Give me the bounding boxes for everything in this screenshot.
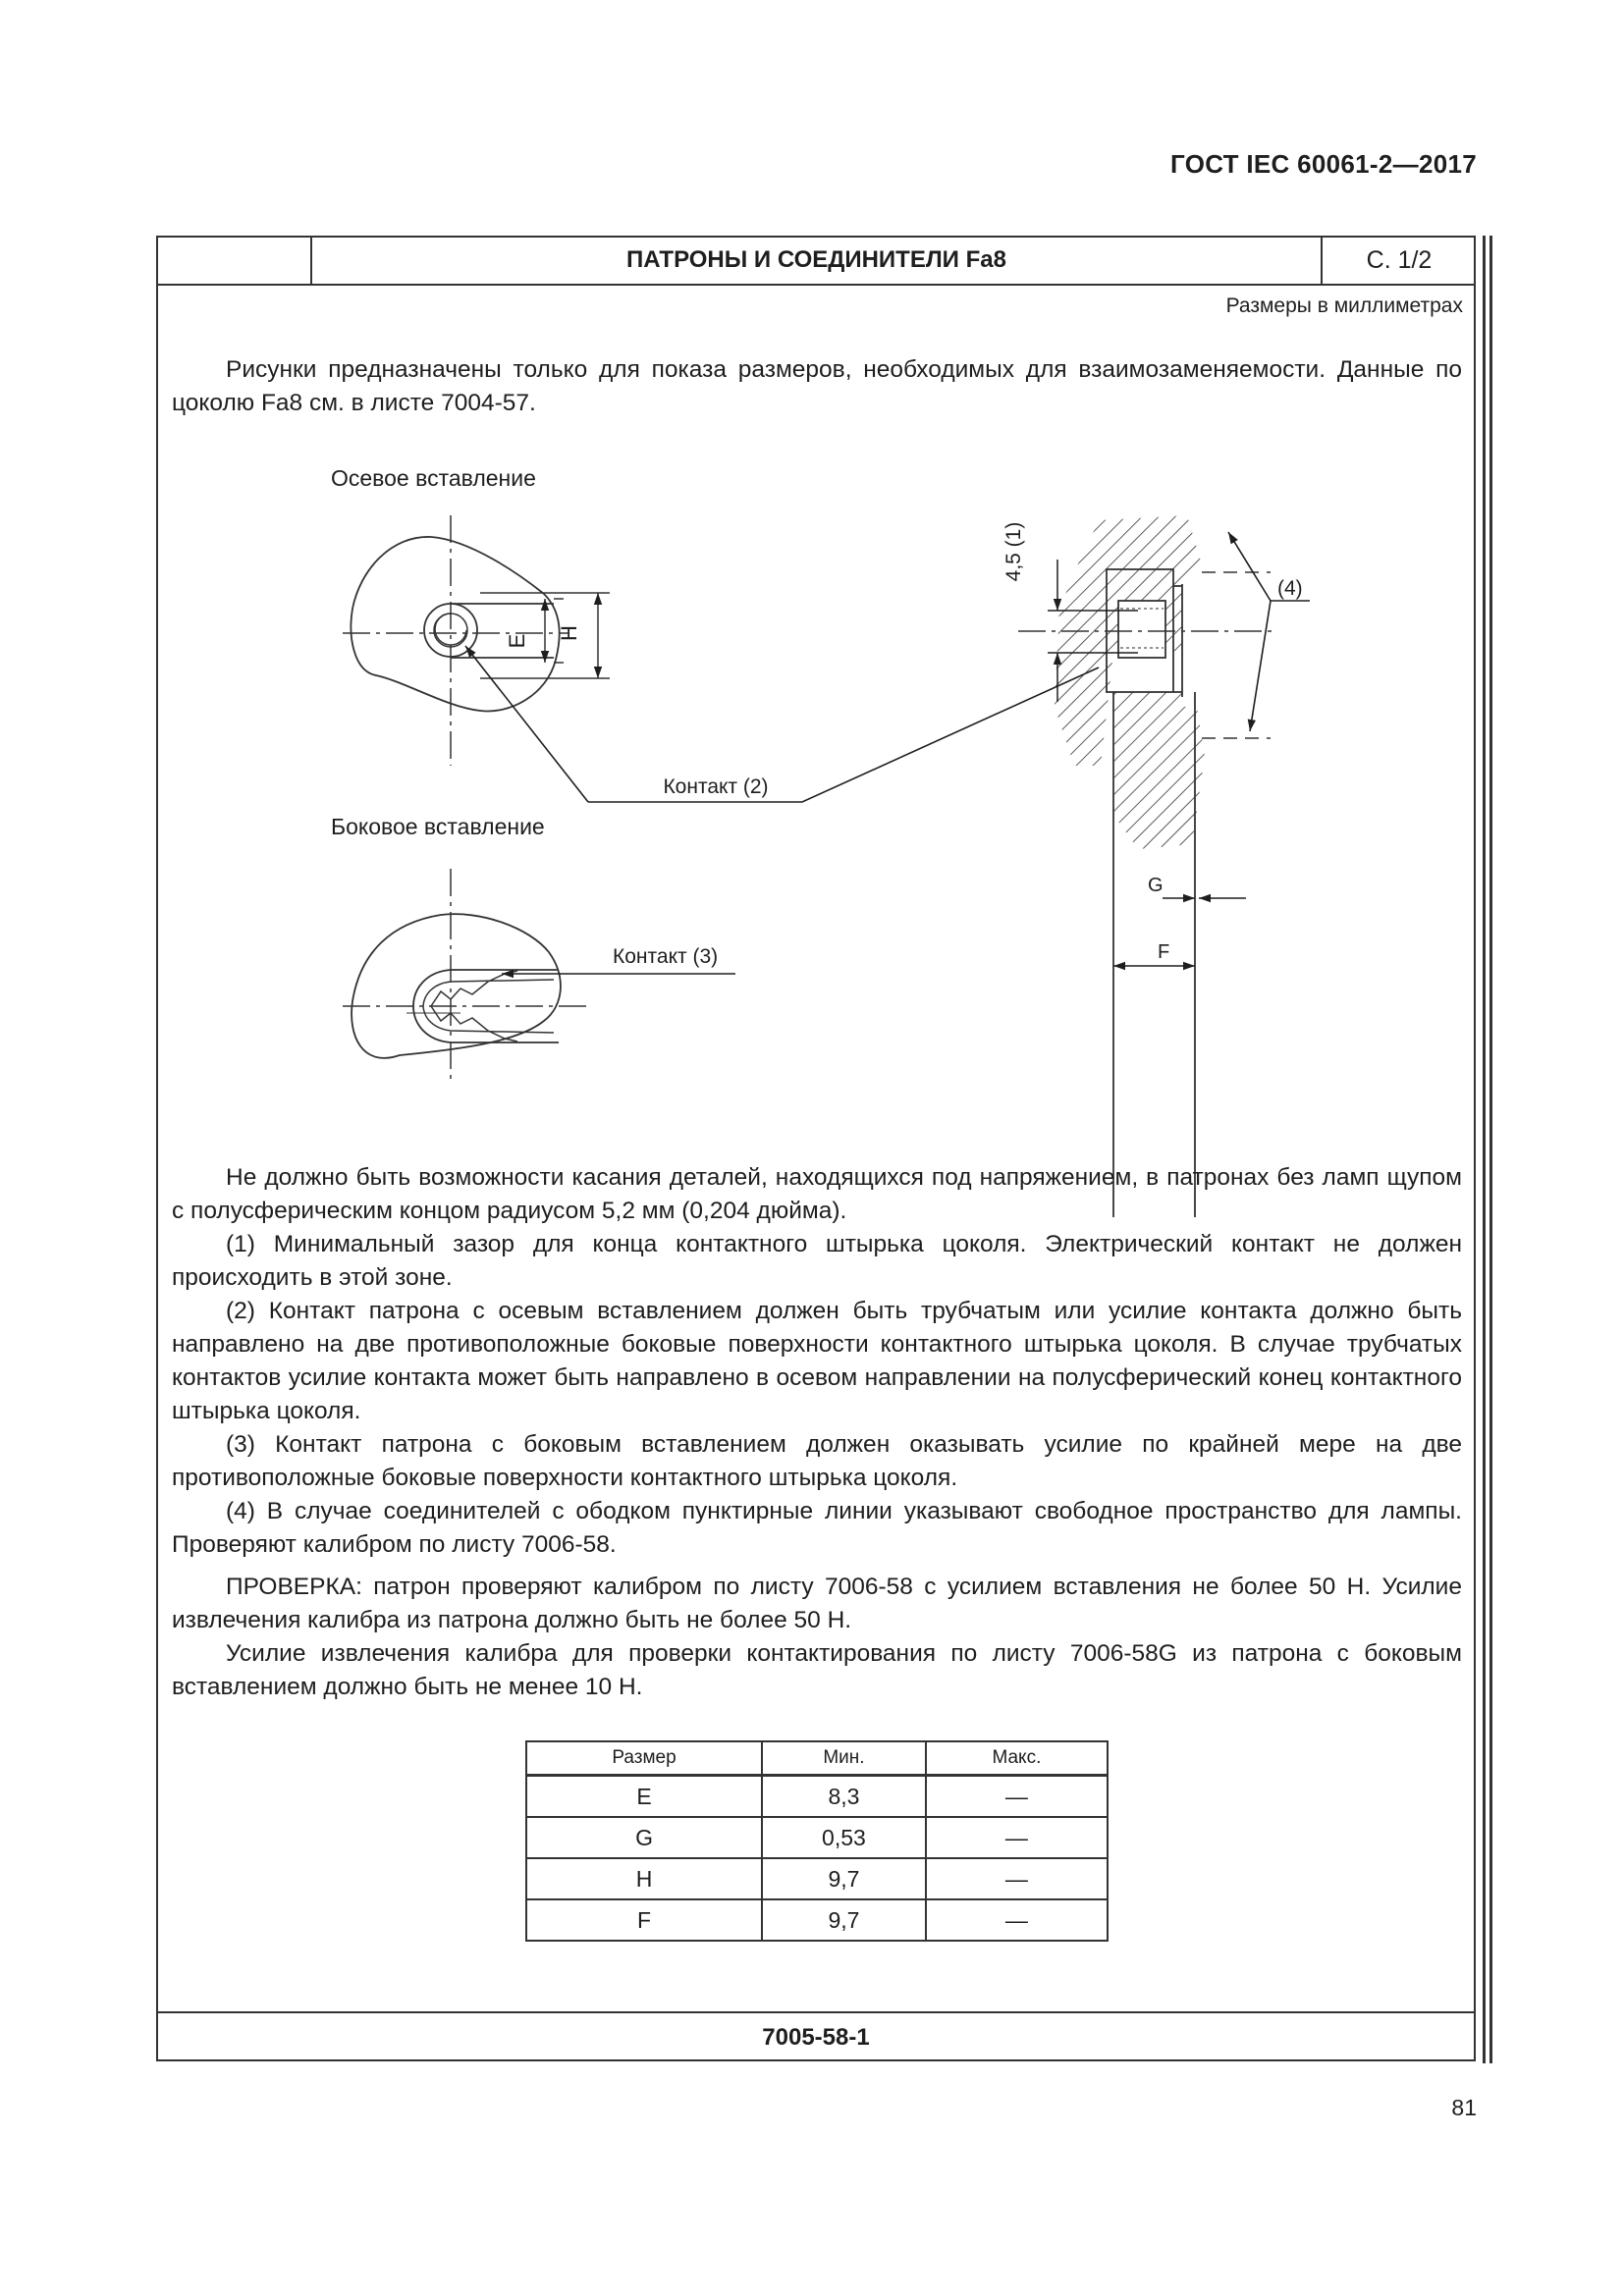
table-cell: H	[526, 1858, 762, 1899]
frame-margin-bar	[1489, 236, 1492, 2063]
units-note: Размеры в миллиметрах	[1225, 294, 1463, 317]
side-insertion-title: Боковое вставление	[331, 814, 545, 839]
note-paragraph: (3) Контакт патрона с боковым вставлением должен оказывать усилие по крайней мере на две противоположные боковые поверхности контактного штырька цоколя.	[172, 1431, 1462, 1491]
dimensions-table	[525, 1740, 1109, 1942]
standard-header: ГОСТ IEC 60061-2—2017	[1170, 149, 1477, 179]
dim-E-label: E	[505, 633, 529, 649]
sheet-id: 7005-58-1	[762, 2024, 870, 2051]
check-block	[172, 1571, 1462, 1704]
table-cell: —	[926, 1858, 1108, 1899]
table-cell: 8,3	[762, 1776, 926, 1818]
note-paragraph: (1) Минимальный зазор для конца контактного штырька цоколя. Электрический контакт не должен происходить в этой зоне.	[172, 1231, 1462, 1291]
contact-3-label: Контакт (3)	[613, 945, 719, 968]
sheet-page: С. 1/2	[1366, 246, 1433, 274]
intro-paragraph: Рисунки предназначены только для показа размеров, необходимых для взаимозаменяемости. Данные по цоколю Fa8 см. в листе 7004-57.	[172, 356, 1462, 416]
dim-G-label: G	[1148, 875, 1164, 896]
note-paragraph: Не должно быть возможности касания деталей, находящихся под напряжением, в патронах без ламп щупом с полусферическим концом радиусом 5,2 мм (0,204 дюйма).	[172, 1164, 1462, 1224]
table-cell: 9,7	[762, 1858, 926, 1899]
table-cell: —	[926, 1899, 1108, 1941]
section-view	[1018, 515, 1275, 1217]
contact-2-label: Контакт (2)	[663, 775, 769, 798]
axial-insertion-title: Осевое вставление	[331, 465, 536, 491]
check-paragraph: ПРОВЕРКА: патрон проверяют калибром по листу 7006-58 с усилием вставления не более 50 Н. Усилие извлечения калибра из патрона должно быть не более 50 Н.	[172, 1574, 1462, 1633]
notes-block	[172, 1161, 1462, 1562]
table-cell: G	[526, 1817, 762, 1858]
technical-drawing	[156, 236, 1476, 1217]
contact-2-leader	[465, 646, 1099, 802]
note-paragraph: (4) В случае соединителей с ободком пунктирные линии указывают свободное пространство для лампы. Проверяют калибром по листу 7006-58.	[172, 1498, 1462, 1558]
table-cell: —	[926, 1817, 1108, 1858]
note-paragraph: (2) Контакт патрона с осевым вставлением должен быть трубчатым или усилие контакта должно быть направлено на две противоположные боковые поверхности контактного штырька цоколя. В случае трубчатых контактов усилие контакта может быть направлено в осевом направлении на полусферический конец контактного штырька цоколя.	[172, 1298, 1462, 1424]
sheet-title: ПАТРОНЫ И СОЕДИНИТЕЛИ Fa8	[626, 246, 1006, 273]
table-row	[526, 1817, 1108, 1858]
table-cell: F	[526, 1899, 762, 1941]
table-cell: 0,53	[762, 1817, 926, 1858]
table-cell: 9,7	[762, 1899, 926, 1941]
table-header: Макс.	[926, 1741, 1108, 1776]
table-row	[526, 1776, 1108, 1818]
table-row	[526, 1858, 1108, 1899]
table-header: Мин.	[762, 1741, 926, 1776]
dim-4-5-label: 4,5 (1)	[1002, 521, 1025, 582]
page-number: 81	[1451, 2095, 1477, 2120]
dim-H-label: H	[557, 625, 581, 641]
table-cell: E	[526, 1776, 762, 1818]
table-cell: —	[926, 1776, 1108, 1818]
frame-margin-bar	[1483, 236, 1486, 2063]
table-header: Размер	[526, 1741, 762, 1776]
table-row	[526, 1899, 1108, 1941]
dim-F-label: F	[1158, 941, 1170, 963]
note-4-label: (4)	[1277, 577, 1303, 600]
check-paragraph: Усилие извлечения калибра для проверки контактирования по листу 7006-58G из патрона с боковым вставлением должно быть не менее 10 Н.	[172, 1640, 1462, 1700]
